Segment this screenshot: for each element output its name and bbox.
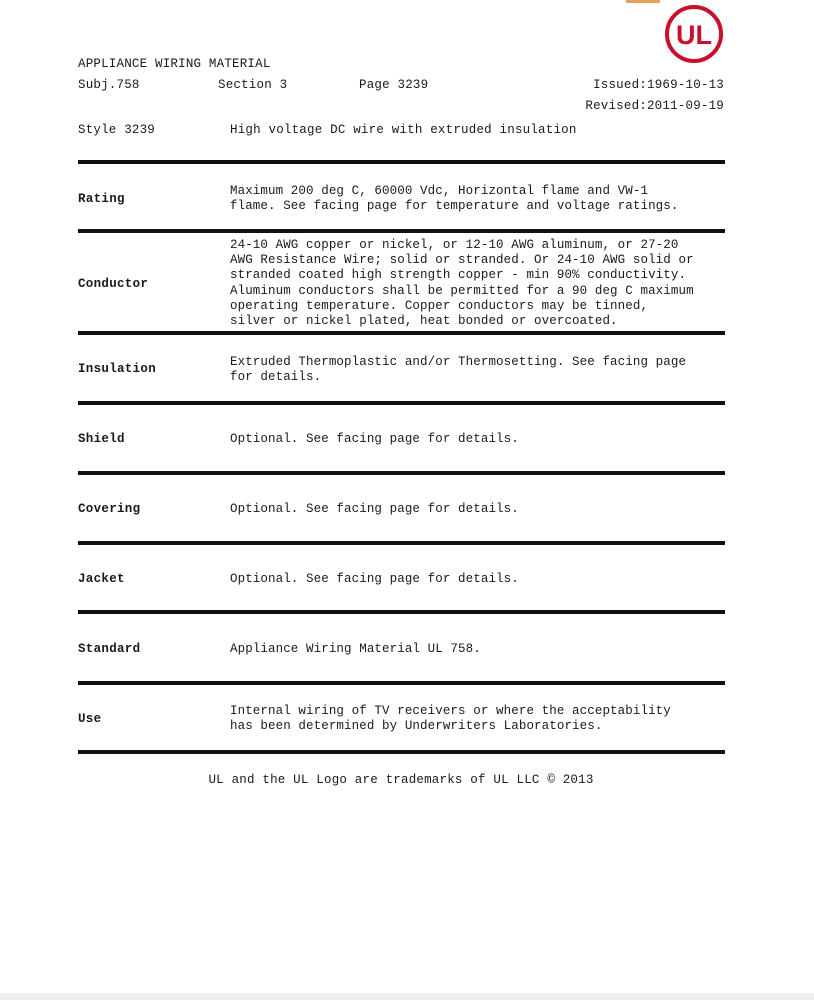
style-description: High voltage DC wire with extruded insulation: [230, 123, 577, 137]
rating-label: Rating: [78, 192, 125, 206]
trademark-footer: UL and the UL Logo are trademarks of UL LLC © 2013: [208, 773, 594, 787]
standard-text: Appliance Wiring Material UL 758.: [230, 642, 481, 656]
section-divider: [78, 750, 725, 754]
section-divider: [78, 471, 725, 475]
page-edge-mark: [626, 0, 660, 3]
insulation-text: Extruded Thermoplastic and/or Thermosetting. See facing page for details.: [230, 355, 687, 385]
jacket-text: Optional. See facing page for details.: [230, 572, 519, 586]
section-number: Section 3: [218, 78, 288, 92]
use-label: Use: [78, 712, 102, 726]
issued-date: Issued:1969-10-13: [593, 78, 724, 92]
subject-number: Subj.758: [78, 78, 140, 92]
section-divider: [78, 229, 725, 233]
insulation-label: Insulation: [78, 362, 157, 376]
jacket-label: Jacket: [78, 572, 125, 586]
shield-label: Shield: [78, 432, 125, 446]
standard-label: Standard: [78, 642, 141, 656]
section-divider: [78, 610, 725, 614]
page-number: Page 3239: [359, 78, 429, 92]
covering-label: Covering: [78, 502, 141, 516]
covering-text: Optional. See facing page for details.: [230, 502, 519, 516]
conductor-label: Conductor: [78, 277, 149, 291]
use-text: Internal wiring of TV receivers or where the acceptability has been determined by Underwriters Laboratories.: [230, 704, 671, 734]
document-title: APPLIANCE WIRING MATERIAL: [78, 57, 271, 71]
shield-text: Optional. See facing page for details.: [230, 432, 519, 446]
page-bottom-edge: [0, 993, 814, 1000]
revised-date: Revised:2011-09-19: [585, 99, 724, 113]
style-label: Style 3239: [78, 123, 156, 137]
ul-logo-text: UL: [676, 20, 712, 50]
section-divider: [78, 401, 725, 405]
section-divider: [78, 331, 725, 335]
ul-logo: [664, 4, 724, 64]
section-divider: [78, 681, 725, 685]
section-divider: [78, 160, 725, 164]
rating-text: Maximum 200 deg C, 60000 Vdc, Horizontal flame and VW-1 flame. See facing page for temperature and voltage ratings.: [230, 184, 679, 214]
conductor-text: 24-10 AWG copper or nickel, or 12-10 AWG aluminum, or 27-20 AWG Resistance Wire; solid or stranded. Or 24-10 AWG solid or stranded coated high strength copper - min 90% conductivity. Aluminum conductors shall be permitted for a 90 deg C maximum operating temperature. Copper conductors may be tinned, silver or nickel plated, heat bonded or overcoated.: [230, 238, 694, 329]
section-divider: [78, 541, 725, 545]
